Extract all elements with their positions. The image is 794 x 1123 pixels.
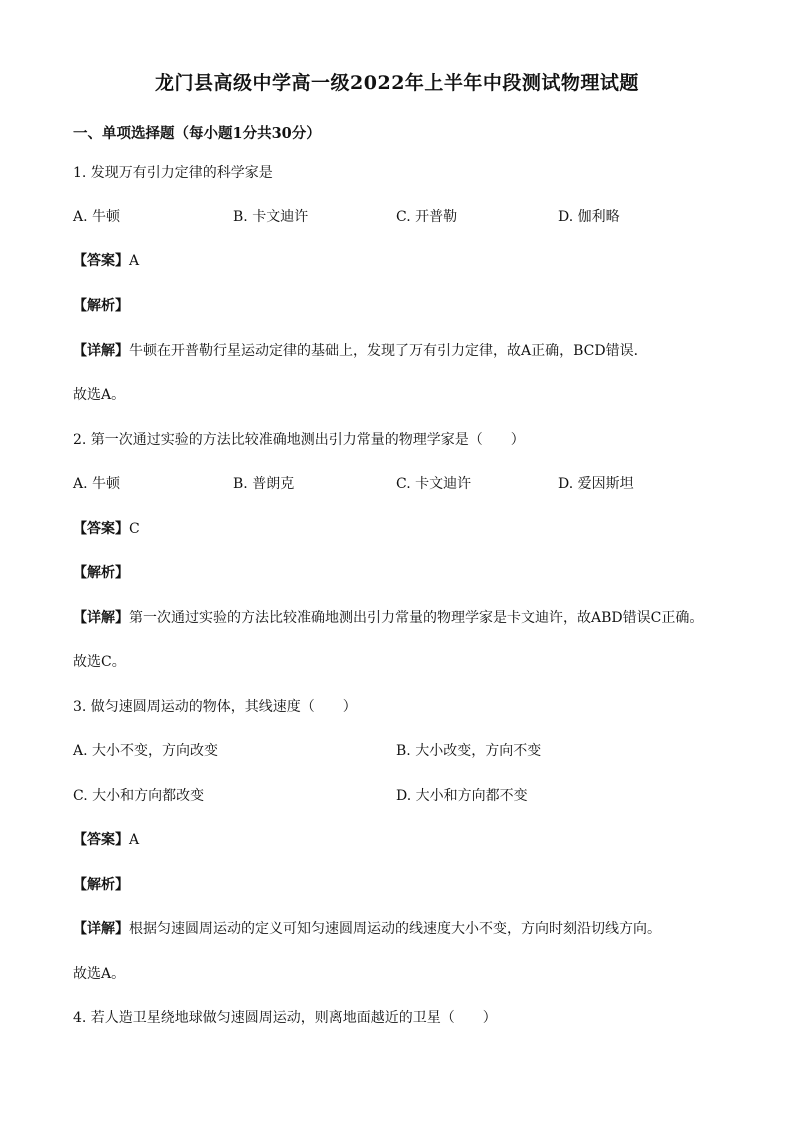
question-1-stem: 1. 发现万有引力定律的科学家是 bbox=[73, 165, 273, 181]
question-3-analysis-tag: 【解析】 bbox=[73, 877, 129, 893]
question-2-answer bbox=[73, 518, 140, 538]
detail-text: 牛顿在开普勒行星运动定律的基础上，发现了万有引力定律，故A正确，BCD错误． bbox=[129, 343, 648, 359]
question-2-option-d: D. 爱因斯坦 bbox=[558, 476, 634, 492]
answer-value: C bbox=[129, 521, 140, 537]
detail-tag: 【详解】 bbox=[73, 610, 129, 626]
question-1-option-a: A. 牛顿 bbox=[73, 209, 121, 225]
section-heading: 一、单项选择题（每小题1分共30分） bbox=[73, 125, 321, 142]
question-2-option-a: A. 牛顿 bbox=[73, 476, 121, 492]
detail-text: 第一次通过实验的方法比较准确地测出引力常量的物理学家是卡文迪许，故ABD错误C正确。 bbox=[129, 610, 704, 626]
question-1-detail bbox=[73, 340, 648, 360]
answer-value: A bbox=[129, 832, 140, 848]
question-1-option-b: B. 卡文迪许 bbox=[233, 209, 309, 225]
answer-tag: 【答案】 bbox=[73, 253, 129, 269]
question-4-stem: 4. 若人造卫星绕地球做匀速圆周运动，则离地面越近的卫星（ ） bbox=[73, 1010, 497, 1026]
question-3-detail bbox=[73, 918, 661, 938]
question-1-option-c: C. 开普勒 bbox=[396, 209, 458, 225]
question-2-stem: 2. 第一次通过实验的方法比较准确地测出引力常量的物理学家是（ ） bbox=[73, 432, 525, 448]
detail-text: 根据匀速圆周运动的定义可知匀速圆周运动的线速度大小不变，方向时刻沿切线方向。 bbox=[129, 921, 661, 937]
question-3-option-b: B. 大小改变，方向不变 bbox=[396, 743, 542, 759]
question-3-conclusion: 故选A。 bbox=[73, 966, 126, 982]
question-3-option-a: A. 大小不变，方向改变 bbox=[73, 743, 219, 759]
question-2-analysis-tag: 【解析】 bbox=[73, 565, 129, 581]
question-2-detail bbox=[73, 607, 703, 627]
question-1-conclusion: 故选A。 bbox=[73, 387, 126, 403]
question-1-answer bbox=[73, 250, 139, 270]
page-title: 龙门县高级中学高一级2022年上半年中段测试物理试题 bbox=[155, 72, 639, 94]
question-3-option-d: D. 大小和方向都不变 bbox=[396, 788, 528, 804]
question-1-option-d: D. 伽利略 bbox=[558, 209, 620, 225]
question-3-option-c: C. 大小和方向都改变 bbox=[73, 788, 205, 804]
detail-tag: 【详解】 bbox=[73, 921, 129, 937]
detail-tag: 【详解】 bbox=[73, 343, 129, 359]
question-1-analysis-tag: 【解析】 bbox=[73, 298, 129, 314]
question-2-option-c: C. 卡文迪许 bbox=[396, 476, 472, 492]
question-2-conclusion: 故选C。 bbox=[73, 654, 126, 670]
question-2-option-b: B. 普朗克 bbox=[233, 476, 295, 492]
answer-tag: 【答案】 bbox=[73, 521, 129, 537]
question-3-stem: 3. 做匀速圆周运动的物体，其线速度（ ） bbox=[73, 699, 357, 715]
answer-value: A bbox=[129, 253, 140, 269]
question-3-answer bbox=[73, 829, 139, 849]
answer-tag: 【答案】 bbox=[73, 832, 129, 848]
